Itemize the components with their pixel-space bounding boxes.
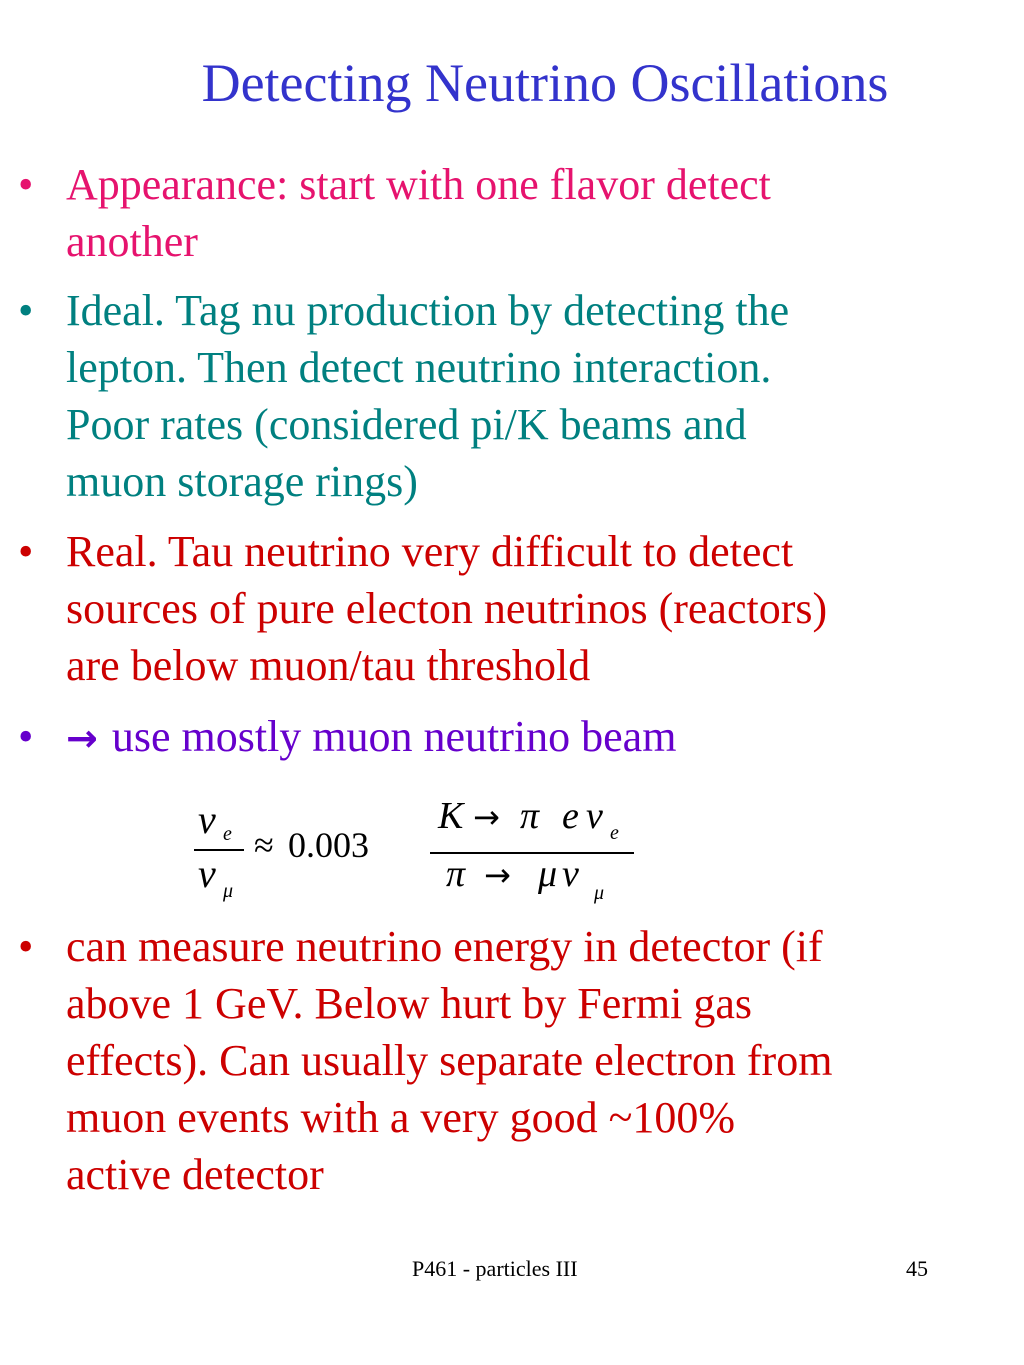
bullet-marker: •	[18, 712, 34, 761]
subscript-mu: μ	[594, 882, 605, 904]
bullet-marker: •	[18, 527, 34, 576]
arrow-symbol: →	[473, 798, 500, 836]
footer-page-number: 45	[906, 1256, 928, 1281]
neutrino-ratio-formula	[190, 795, 650, 920]
bullet-line-text: use mostly muon neutrino beam	[111, 712, 677, 761]
bullet-muon-beam	[18, 708, 1008, 767]
bullet-line: muon events with a very good ~100%	[66, 1093, 736, 1142]
bullet-line: are below muon/tau threshold	[66, 641, 591, 690]
bullet-text	[66, 708, 1008, 767]
subscript-e: e	[223, 823, 232, 845]
arrow-symbol: →	[484, 856, 511, 894]
bullet-line: above 1 GeV. Below hurt by Fermi gas	[66, 979, 752, 1028]
nu-symbol: ν	[198, 851, 216, 896]
nu-symbol: ν	[586, 795, 603, 837]
bullet-line: active detector	[66, 1150, 324, 1199]
slide-title: Detecting Neutrino Oscillations	[201, 53, 889, 113]
bullet-text	[66, 156, 1008, 270]
bullet-line: muon storage rings)	[66, 457, 418, 506]
muon-symbol: μ	[538, 853, 558, 895]
bullet-line: Poor rates (considered pi/K beams and	[66, 400, 747, 449]
bullet-line	[66, 708, 1008, 767]
pion-symbol: π	[520, 795, 540, 837]
bullet-text	[66, 282, 1008, 510]
right-arrow-icon: →	[66, 716, 98, 760]
subscript-mu: μ	[223, 880, 234, 902]
bullet-real	[18, 523, 1008, 694]
bullet-line: effects). Can usually separate electron from	[66, 1036, 833, 1085]
bullet-energy-measure	[18, 918, 1008, 1203]
pion-symbol: π	[446, 853, 466, 895]
bullet-marker: •	[18, 286, 34, 335]
bullet-line: Real. Tau neutrino very difficult to detect	[66, 527, 794, 576]
bullet-marker: •	[18, 922, 34, 971]
electron-symbol: e	[562, 795, 579, 837]
bullet-line: can measure neutrino energy in detector (if	[66, 922, 823, 971]
approx-symbol: ≈	[254, 825, 274, 865]
bullet-marker: •	[18, 160, 34, 209]
bullet-text	[66, 523, 1008, 694]
bullet-line: sources of pure electon neutrinos (reactors)	[66, 584, 828, 633]
bullet-line: Ideal. Tag nu production by detecting the	[66, 286, 790, 335]
bullet-line: Appearance: start with one flavor detect	[66, 160, 771, 209]
kaon-symbol: K	[438, 795, 464, 837]
ratio-value: 0.003	[288, 825, 369, 865]
nu-symbol: ν	[562, 853, 579, 895]
subscript-e: e	[610, 822, 619, 844]
footer-course: P461 - particles III	[412, 1256, 578, 1281]
bullet-appearance	[18, 156, 1008, 270]
nu-symbol: ν	[198, 797, 216, 842]
bullet-line: lepton. Then detect neutrino interaction.	[66, 343, 772, 392]
bullet-text	[66, 918, 1008, 1203]
bullet-ideal	[18, 282, 1008, 510]
bullet-line: another	[66, 217, 198, 266]
